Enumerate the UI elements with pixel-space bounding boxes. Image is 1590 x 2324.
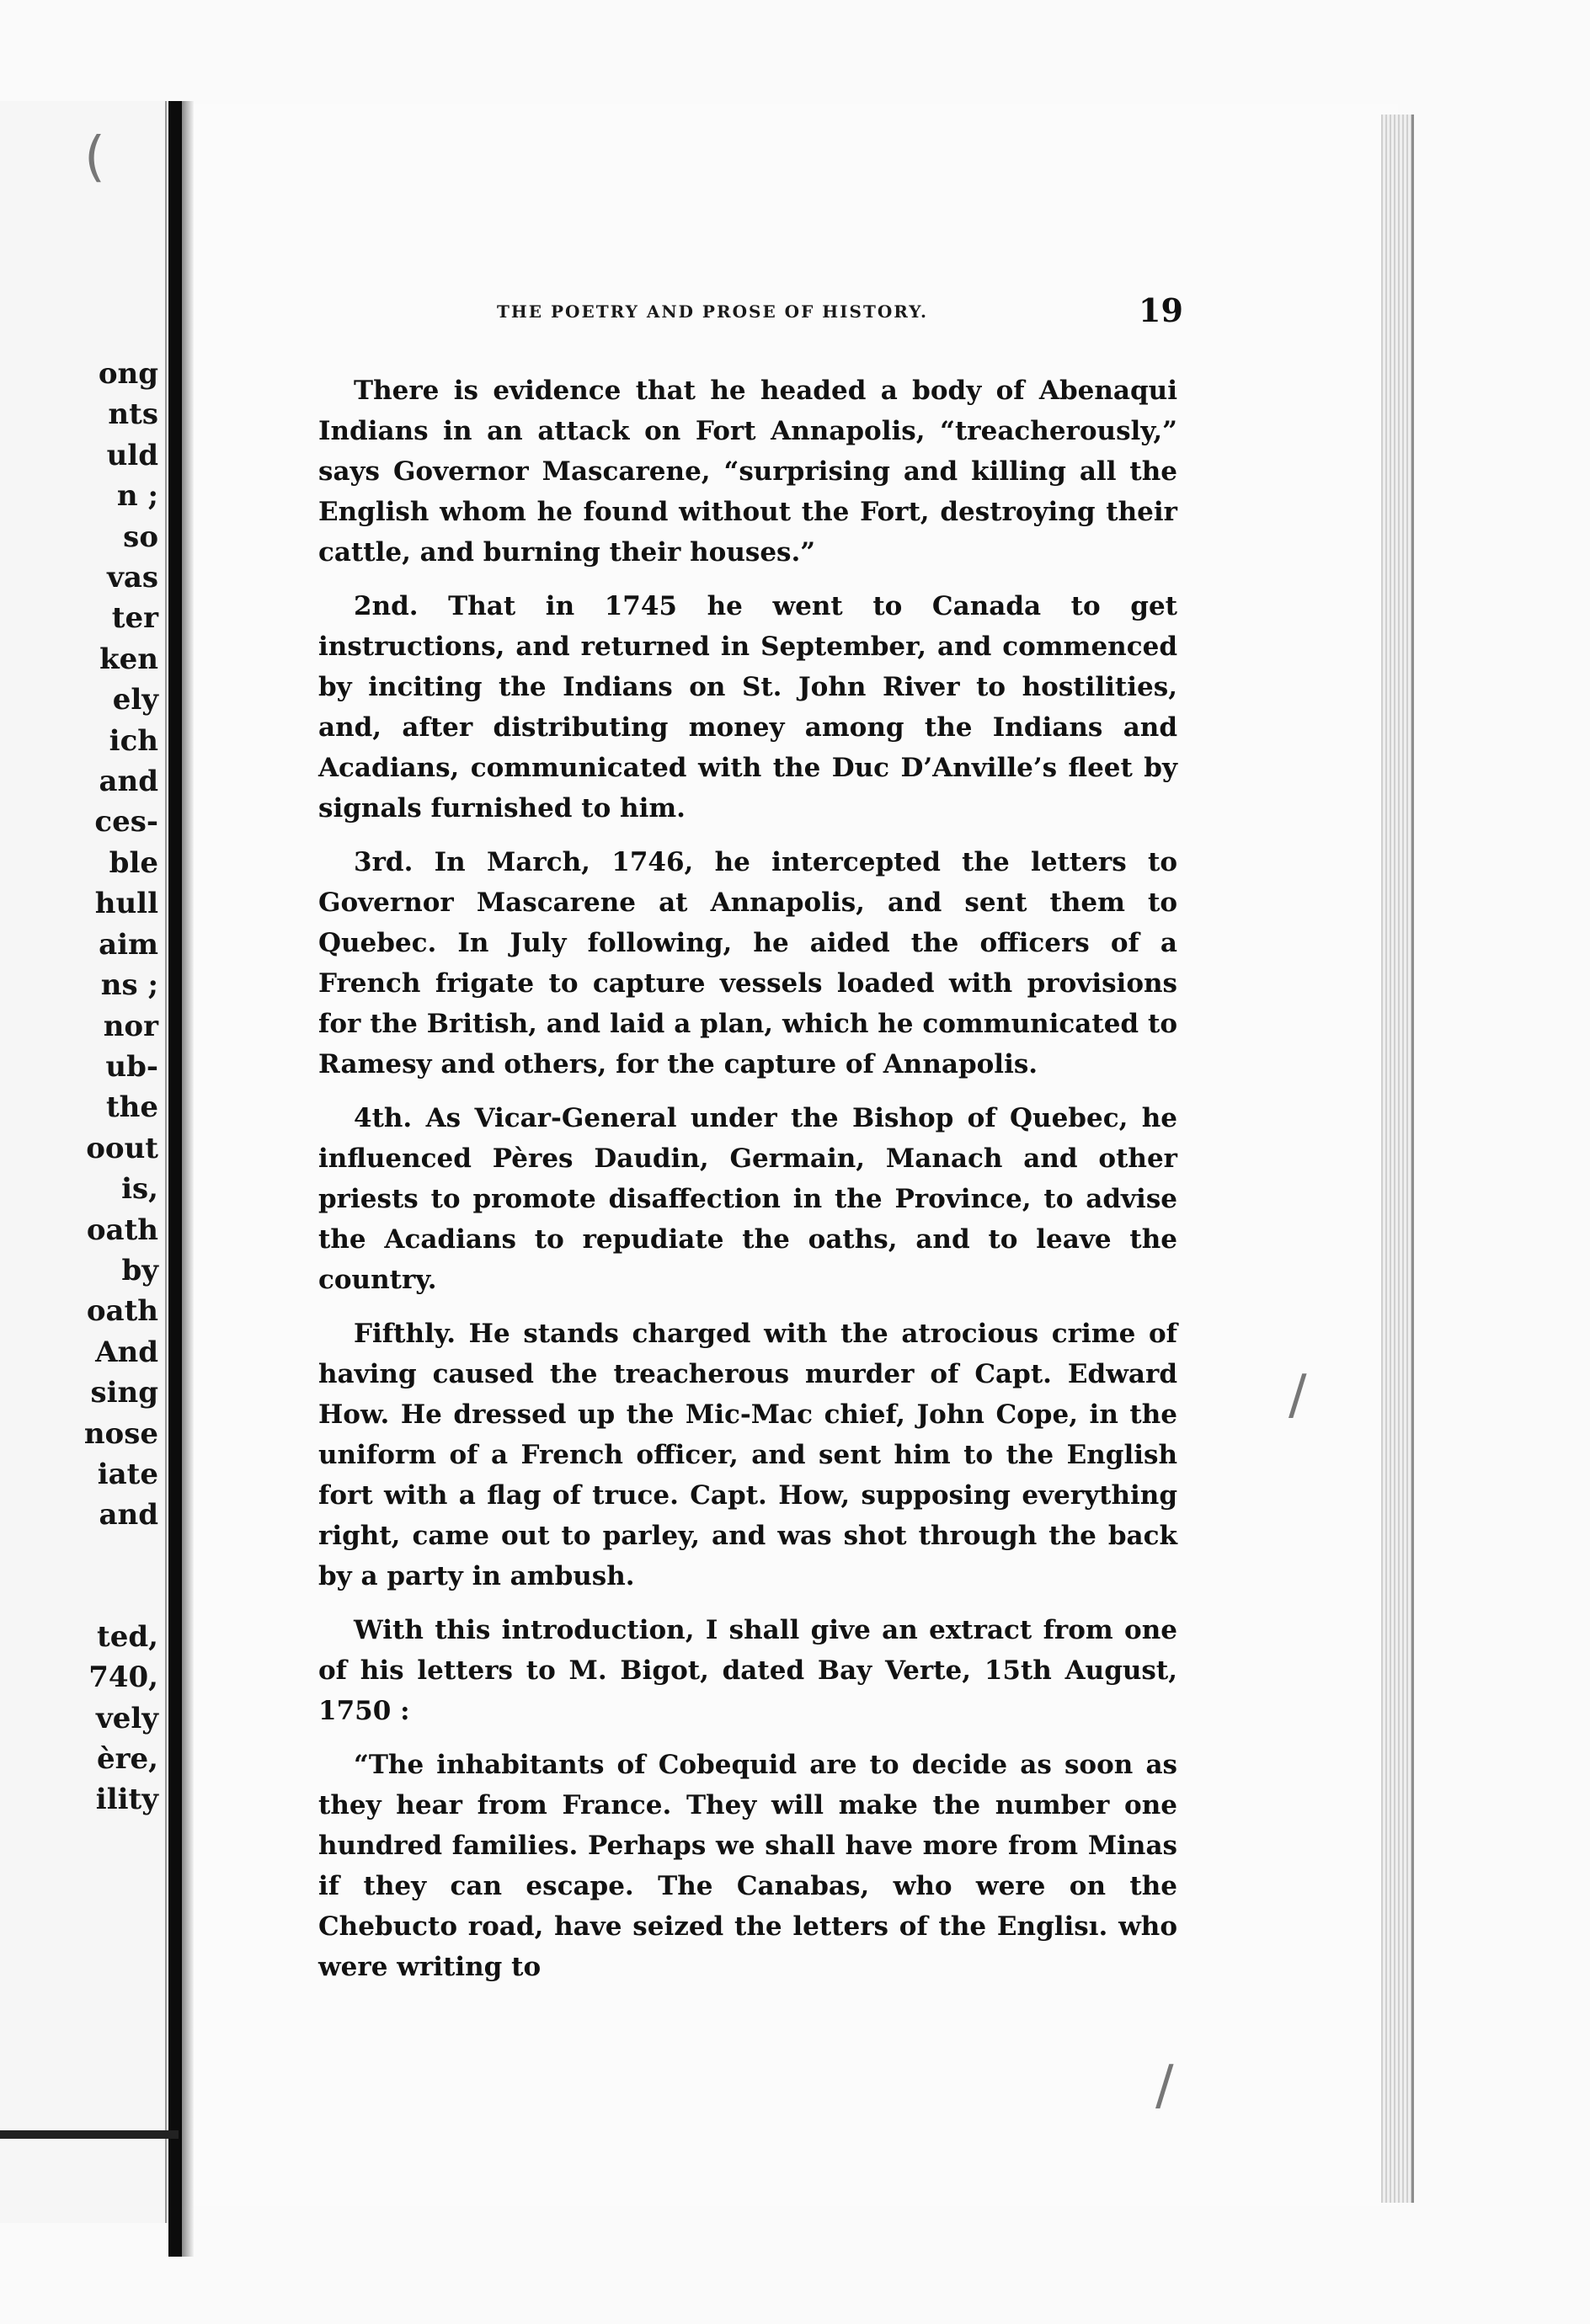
left-facing-page: [0, 101, 167, 2223]
paragraph-fourth: 4th. As Vicar-General under the Bishop of Quebec, he influenced Pères Daudin, Germain, Manach and other priests to promote disaffection in the Province, to advise the Acadians to repudiate the oaths, and to leave the country.: [318, 1103, 1177, 1295]
left-page-fragment: vas: [107, 561, 158, 595]
left-page-fragment: vely: [95, 1701, 158, 1735]
left-page-fragment: nose: [83, 1416, 158, 1451]
running-head: THE POETRY AND PROSE OF HISTORY.: [497, 301, 928, 322]
paragraph-letter-extract: “The inhabitants of Cobequid are to decide as soon as they hear from France. They will make the number one hundred families. Perhaps we shall have more from Minas if they can escape. The Canabas, who were on the Chebucto road, have seized the letters of the Englisı. who were writing to: [318, 1750, 1177, 1982]
left-page-fragment: sing: [90, 1376, 158, 1410]
left-page-fragment: iate: [97, 1457, 158, 1491]
book-binding-gutter: [168, 101, 182, 2257]
gutter-shadow: [182, 101, 194, 2257]
left-page-fragment: n ;: [116, 479, 158, 514]
left-page-fragment: ich: [109, 723, 158, 758]
paragraph-second: 2nd. That in 1745 he went to Canada to get instructions, and returned in September, and commenced by inciting the Indians on St. John River to hostilities, and, after distributing money among the Indians and Acadians, communicated with the Duc D’Anville’s fleet by signals furnished to him.: [318, 591, 1177, 824]
left-page-fragment: ère,: [96, 1742, 158, 1776]
paragraph-evidence: There is evidence that he headed a body of Abenaqui Indians in an attack on Fort Annapolis, “treacherously,” says Governor Mascarene, “surprising and killing all the English whom he found without the Fort, destroying their cattle, and burning their houses.”: [318, 376, 1177, 568]
left-page-fragment: by: [121, 1253, 158, 1287]
left-page-fragment: ces-: [94, 805, 158, 840]
left-page-fragment: nor: [103, 1009, 158, 1043]
left-page-fragment: oath: [86, 1213, 158, 1247]
left-page-fragment: hull: [94, 887, 158, 921]
left-page-fragment: is,: [121, 1172, 158, 1207]
left-page-fragment: oath: [86, 1294, 158, 1329]
left-page-fragment-group-2: [0, 1617, 165, 1820]
left-page-fragment: 740,: [88, 1660, 158, 1695]
left-page-fragment: ken: [99, 642, 158, 676]
left-page-fragment: ted,: [97, 1619, 158, 1654]
left-page-fragment: nts: [108, 397, 158, 432]
left-page-fragment: ub-: [105, 1049, 158, 1084]
pencil-mark: /: [1155, 2055, 1174, 2117]
left-page-fragment: And: [95, 1335, 158, 1369]
left-page-fragment: ble: [109, 845, 158, 880]
left-page-fragment: oout: [86, 1131, 158, 1165]
page-number: 19: [1139, 291, 1183, 329]
page-block-edges: [1381, 115, 1414, 2203]
left-page-fragment: and: [99, 765, 158, 799]
pencil-mark: (: [84, 126, 105, 189]
left-page-text-fragments: [0, 354, 165, 1820]
left-page-fragment: ong: [98, 357, 158, 391]
body-text: [318, 370, 1177, 2001]
left-page-fragment: uld: [106, 438, 158, 472]
left-page-fragment: ter: [111, 601, 158, 636]
left-page-fragment: and: [99, 1498, 158, 1532]
paragraph-fifth: Fifthly. He stands charged with the atrocious crime of having caused the treacherous murder of Capt. Edward How. He dressed up the Mic-Mac chief, John Cope, in the uniform of a French officer, and sent him to the English fort with a flag of truce. Capt. How, supposing everything right, came out to parley, and was shot through the back by a party in ambush.: [318, 1319, 1177, 1591]
pencil-mark: /: [1289, 1364, 1307, 1426]
left-page-fragment: aim: [99, 927, 158, 962]
paragraph-third: 3rd. In March, 1746, he intercepted the letters to Governor Mascarene at Annapolis, and sent them to Quebec. In July following, he aided the officers of a French frigate to capture vessels loaded with provisions for the British, and laid a plan, which he communicated to Ramesy and others, for the capture of Annapolis.: [318, 847, 1177, 1079]
left-page-fragment: ility: [95, 1783, 158, 1817]
left-page-fragment: ely: [112, 683, 158, 717]
left-page-gap: [0, 1536, 165, 1617]
left-page-fragment-group-1: [0, 354, 165, 1536]
paragraph-introduction: With this introduction, I shall give an extract from one of his letters to M. Bigot, dated Bay Verte, 15th August, 1750 :: [318, 1615, 1177, 1726]
bottom-cover-edge: [0, 2130, 179, 2139]
left-page-fragment: the: [105, 1090, 158, 1125]
left-page-fragment: so: [123, 520, 158, 554]
left-page-fragment: ns ;: [100, 968, 158, 1003]
